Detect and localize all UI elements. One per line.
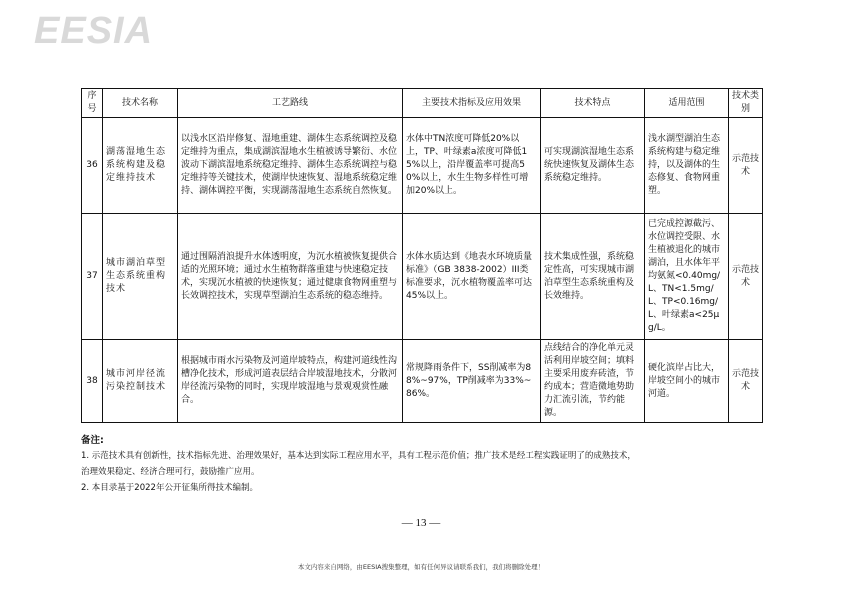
header-name: 技术名称 (103, 89, 178, 118)
row-indicators: 水体水质达到《地表水环境质量标准》（GB 3838-2002）III类标准要求，沉水植物覆盖率可达45%以上。 (403, 214, 541, 340)
row-category: 示范技术 (729, 214, 763, 340)
header-no: 序号 (82, 89, 103, 118)
row-scope: 已完成控源截污、水位调控受限、水生植被退化的城市湖泊，且水体年平均氨氮<0.40mg/L、TN<1.5mg/L、TP<0.16mg/L、叶绿素a<25μg/L。 (645, 214, 729, 340)
footer-disclaimer: 本文内容来自网络，由EESIA搜集整理，如有任何异议请联系我们，我们将删除处理！ (297, 563, 545, 571)
row-scope: 硬化滨岸占比大，岸坡空间小的城市河道。 (645, 340, 729, 423)
row-no: 37 (82, 214, 103, 340)
row-features: 点线结合的净化单元灵活利用岸坡空间；填料主要采用废弃砖渣，节约成本；营造微地势助力汇流引流，节约能源。 (541, 340, 645, 423)
row-name: 城市河岸径流污染控制技术 (103, 340, 178, 423)
note-line: 1. 示范技术具有创新性，技术指标先进、治理效果好，基本达到实际工程应用水平，具有工程示范价值；推广技术是经工程实践证明了的成熟技术， (81, 451, 636, 461)
notes-section (81, 434, 771, 496)
table-row (82, 118, 763, 214)
row-scope: 浅水湖型湖泊生态系统构建与稳定维持，以及湖体的生态修复、食物网重塑。 (645, 118, 729, 214)
notes-title: 备注: (81, 435, 104, 446)
table-row (82, 214, 763, 340)
row-indicators: 常规降雨条件下，SS削减率为88%~97%，TP削减率为33%~86%。 (403, 340, 541, 423)
table-header-row (82, 89, 763, 118)
row-route: 通过围隔消浪提升水体透明度，为沉水植被恢复提供合适的光照环境；通过水生植物群落重建与快速稳定技术，实现沉水植被的快速恢复；通过健康食物网重塑与长效调控技术，实现草型湖泊生态系统的稳态维持。 (178, 214, 403, 340)
header-scope: 适用范围 (645, 89, 729, 118)
header-route: 工艺路线 (178, 89, 403, 118)
note-line: 2. 本目录基于2022年公开征集所得技术编制。 (81, 483, 258, 493)
row-route: 以浅水区沿岸修复、湿地重建、湖体生态系统调控及稳定维持为重点，集成湖滨湿地水生植被诱导繁衍、水位波动下湖滨湿地系统稳定维持、湖体生态系统调控与稳定维持等关键技术，使湖岸快速恢复、湿地系统稳定维持、湖体调控平衡，实现湖荡湿地生态系统自然恢复。 (178, 118, 403, 214)
table-row (82, 340, 763, 423)
row-no: 36 (82, 118, 103, 214)
page-number: — 13 — (401, 517, 441, 529)
row-category: 示范技术 (729, 118, 763, 214)
row-features: 技术集成性强，系统稳定性高，可实现城市湖泊草型生态系统重构及长效维持。 (541, 214, 645, 340)
row-route: 根据城市雨水污染物及河道岸坡特点，构建河道线性沟槽净化技术，形成河道表层结合岸坡湿地技术，分散河岸径流污染物的同时，实现岸坡湿地与景观观赏性融合。 (178, 340, 403, 423)
eesia-logo: EESIA (34, 10, 154, 52)
note-line: 治理效果稳定、经济合理可行，鼓励推广应用。 (81, 467, 260, 477)
row-name: 城市湖泊草型生态系统重构技术 (103, 214, 178, 340)
row-name: 湖荡湿地生态系统构建及稳定维持技术 (103, 118, 178, 214)
row-indicators: 水体中TN浓度可降低20%以上，TP、叶绿素a浓度可降低15%以上，沿岸覆盖率可提高50%以上，水生生物多样性可增加20%以上。 (403, 118, 541, 214)
header-category: 技术类别 (729, 89, 763, 118)
row-category: 示范技术 (729, 340, 763, 423)
row-no: 38 (82, 340, 103, 423)
header-features: 技术特点 (541, 89, 645, 118)
header-indicators: 主要技术指标及应用效果 (403, 89, 541, 118)
technology-table (81, 88, 763, 423)
row-features: 可实现湖滨湿地生态系统快速恢复及湖体生态系统稳定维持。 (541, 118, 645, 214)
